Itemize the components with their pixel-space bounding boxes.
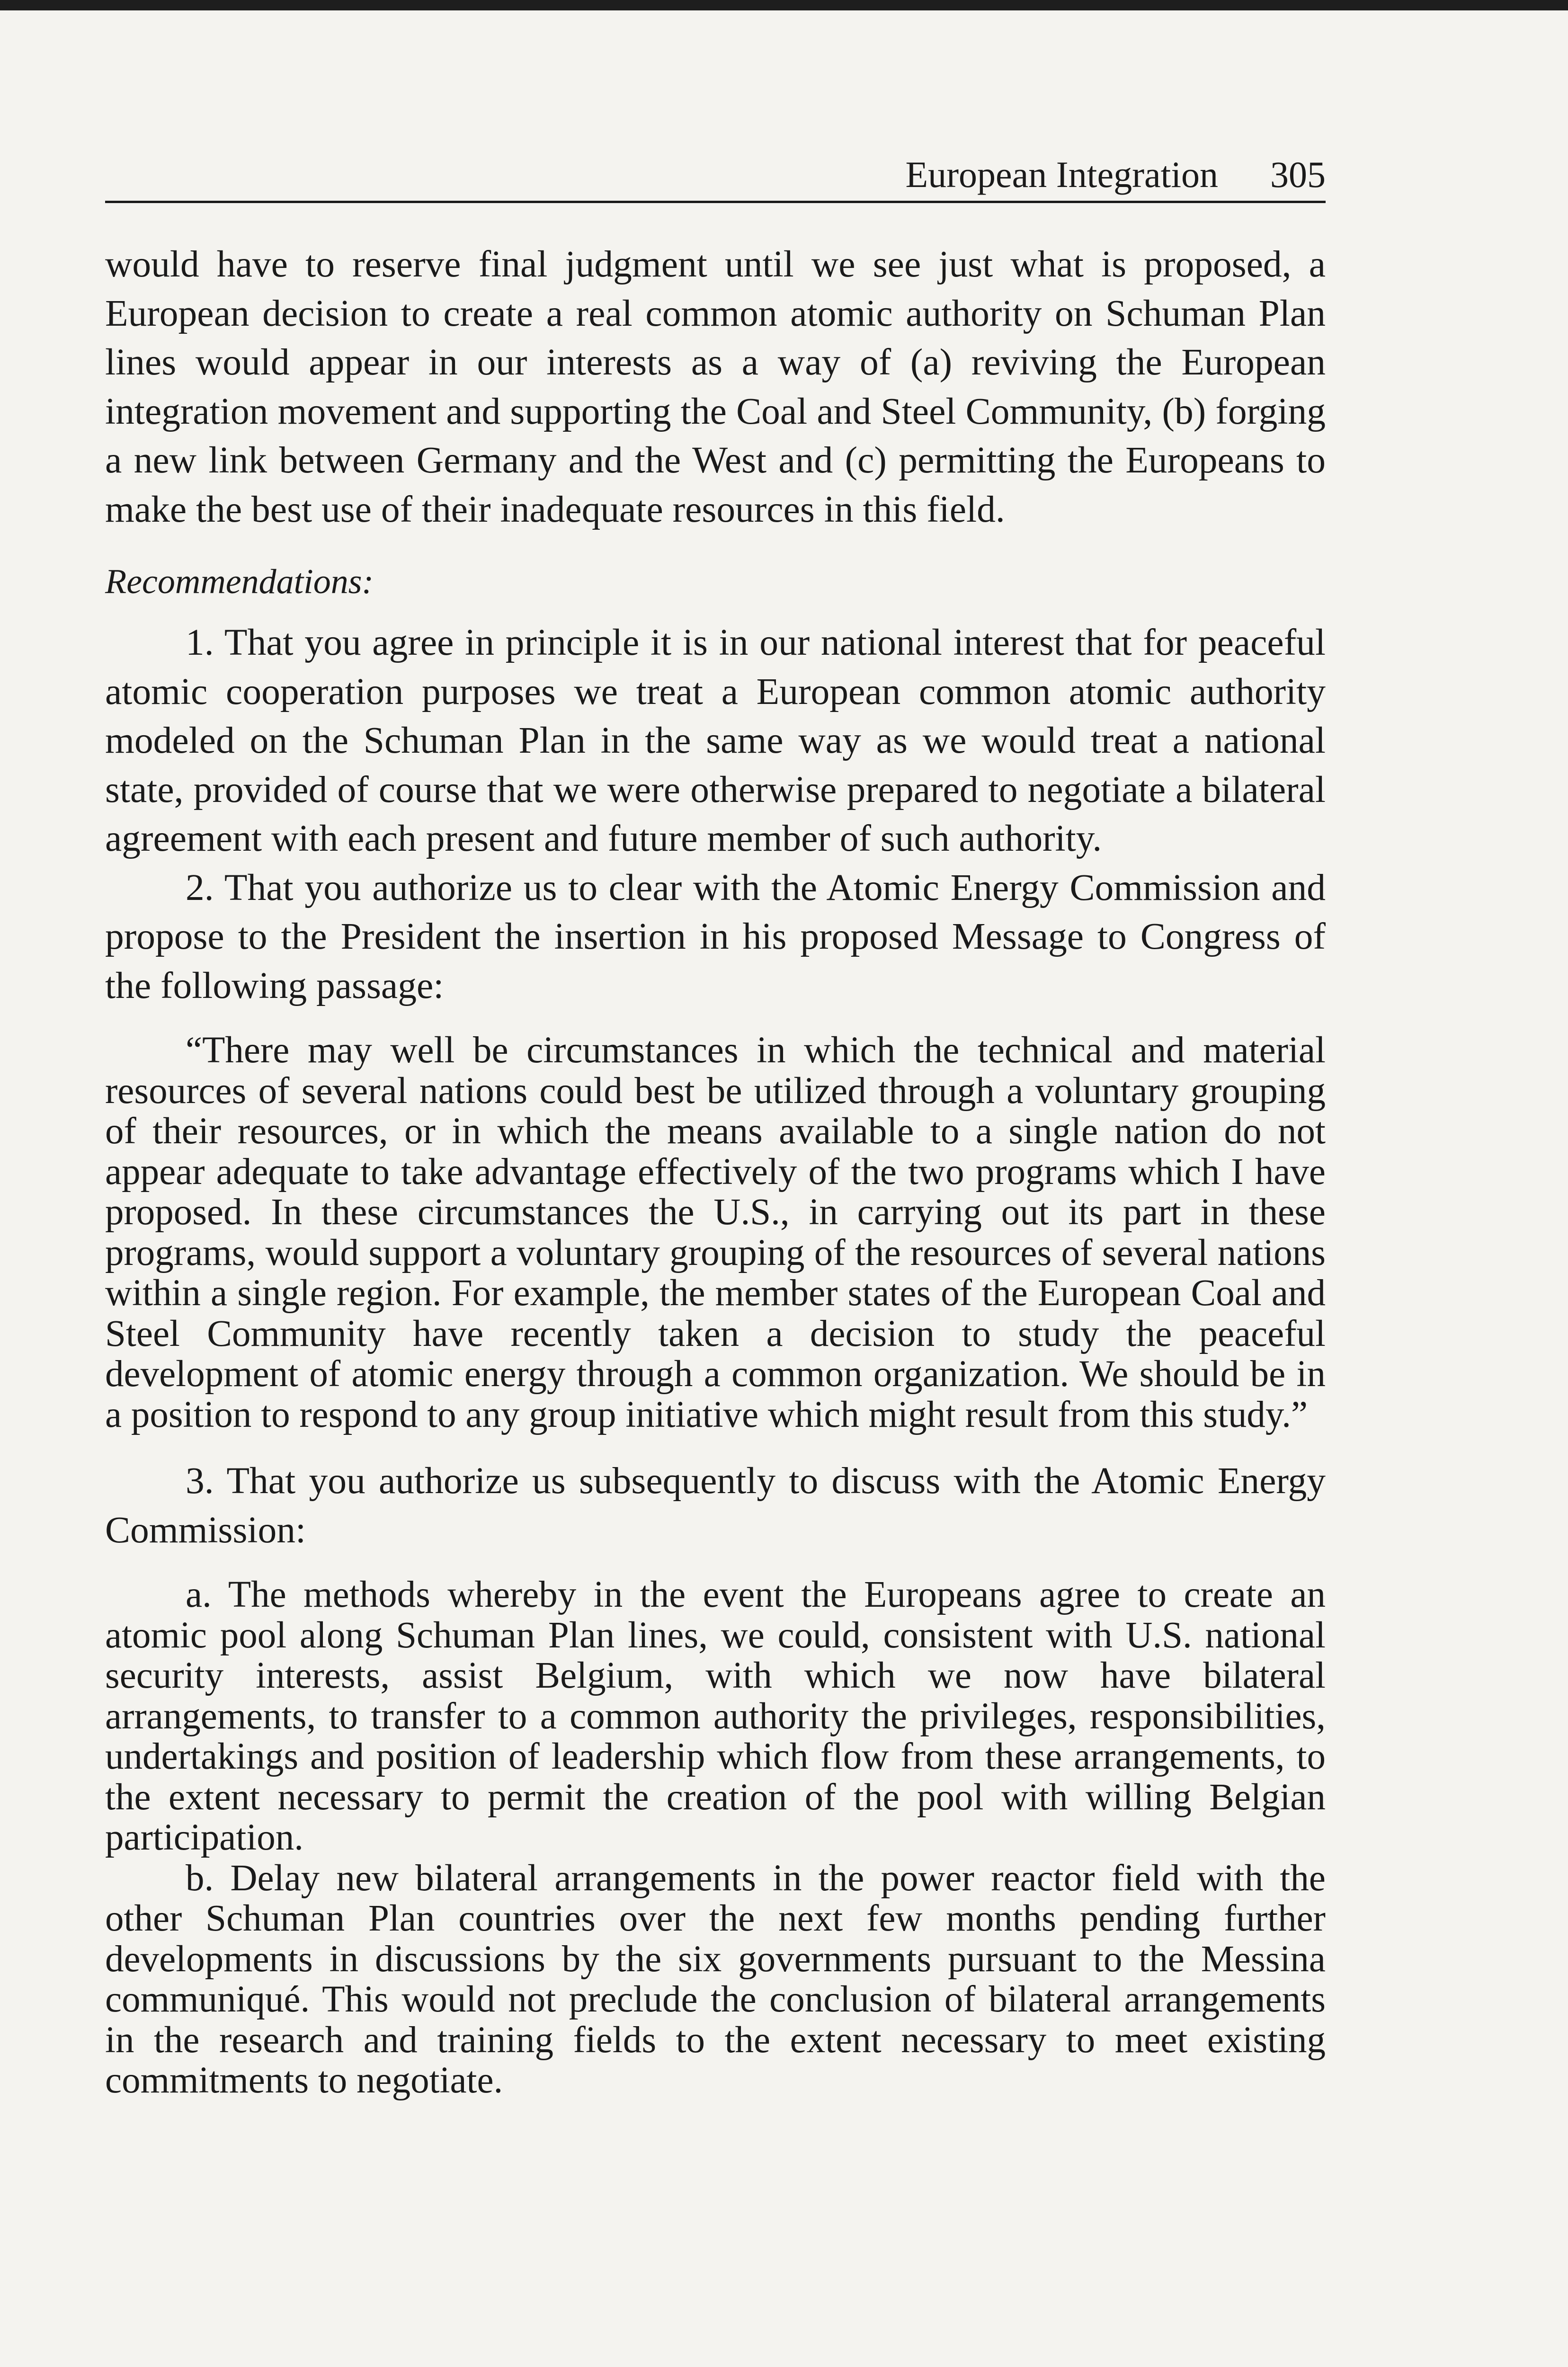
- intro-paragraph: would have to reserve final judgment until we see just what is proposed, a European decision to create a real common atomic authority on Schuman Plan lines would appear in our interests as a way of (a) reviving the European integration movement and supporting the Coal and Steel Community, (b) forging a new link between Germany and the West and (c) permitting the Europeans to make the best use of their inadequate resources in this field.: [105, 243, 1326, 530]
- running-header: [105, 156, 1326, 203]
- recommendation-1: 1. That you agree in principle it is in our national interest that for peaceful atomic cooperation purposes we treat a European common atomic authority modeled on the Schuman Plan in the same way as we would treat a national state, provided of course that we were otherwise prepared to negotiate a bilateral agreement with each present and future member of such authority.: [105, 622, 1326, 859]
- block-quote: “There may well be circumstances in which the technical and material resources of several nations could best be utilized through a voluntary grouping of their resources, or in which the means available to a single nation do not appear adequate to take advantage effectively of the two programs which I have proposed. In these circumstances the U.S., in carrying out its part in these programs, would support a voluntary grouping of the resources of several nations within a single region. For example, the member states of the European Coal and Steel Community have recently taken a decision to study the peaceful development of atomic energy through a common organization. We should be in a position to respond to any group initiative which might result from this study.”: [105, 1030, 1326, 1435]
- recommendation-3: 3. That you authorize us subsequently to discuss with the Atomic Energy Commission:: [105, 1460, 1326, 1551]
- recommendation-3b: b. Delay new bilateral arrangements in the power reactor field with the other Schuman Plan countries over the next few months pending further developments in discussions by the six governments pursuant to the Messina communiqué. This would not preclude the conclusion of bilateral arrangements in the research and training fields to the extent necessary to meet existing commitments to negotiate.: [105, 1857, 1326, 2101]
- running-title: European Integration: [905, 154, 1218, 195]
- recommendation-2: 2. That you authorize us to clear with the Atomic Energy Commission and propose to the President the insertion in his proposed Message to Congress of the following passage:: [105, 866, 1326, 1006]
- recommendation-3a: a. The methods whereby in the event the Europeans agree to create an atomic pool along Schuman Plan lines, we could, consistent with U.S. national security interests, assist Belgium, with which we now have bilateral arrangements, to transfer to a common authority the privileges, responsibilities, undertakings and position of leadership which flow from these arrangements, to the extent necessary to permit the creation of the pool with willing Belgian participation.: [105, 1574, 1326, 1858]
- page-number: 305: [1270, 154, 1326, 195]
- document-page: [105, 156, 1326, 2101]
- recommendations-heading: Recommendations:: [105, 562, 374, 601]
- scan-edge: [0, 0, 1568, 10]
